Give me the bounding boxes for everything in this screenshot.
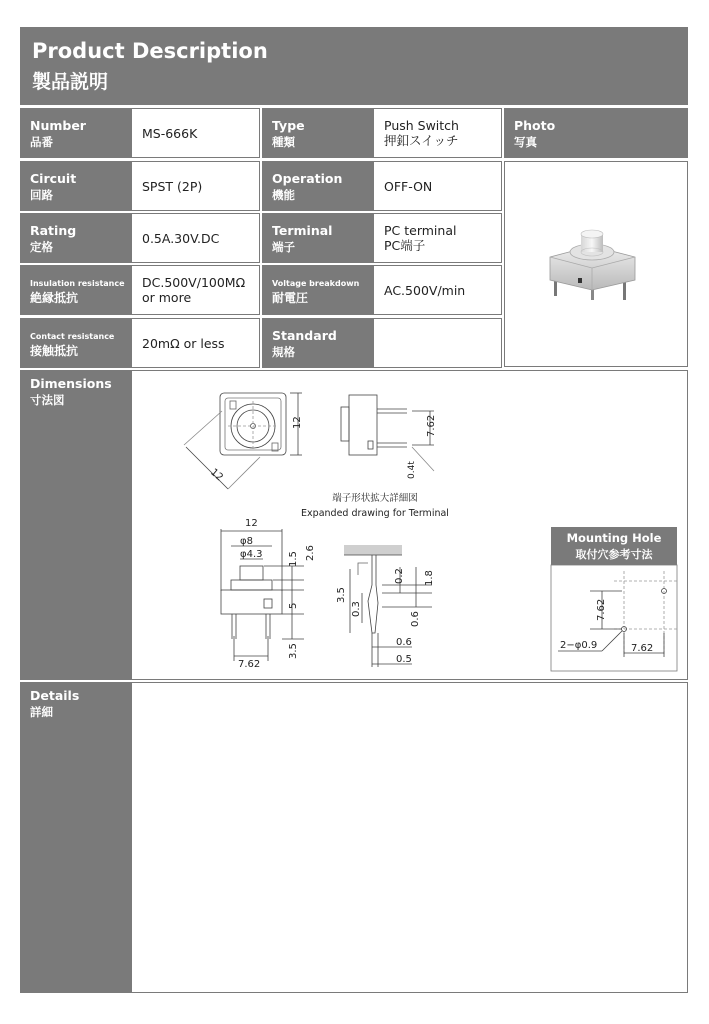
dimensions-label <box>20 370 131 680</box>
page-title-bar <box>20 27 688 105</box>
voltage-value-text: AC.500V/min <box>384 282 466 298</box>
number-label <box>20 108 131 158</box>
terminal-label-en: Terminal <box>272 223 333 238</box>
insulation-label-ja: 絶縁抵抗 <box>30 291 79 305</box>
voltage-label-ja: 耐電圧 <box>272 291 309 305</box>
front-h1-dim: 1.5 <box>288 551 299 567</box>
contact-value <box>131 318 260 368</box>
top-view <box>184 393 303 489</box>
terminal-value-line2: PC端子 <box>384 238 426 253</box>
details-label <box>20 682 131 993</box>
expanded-caption-ja: 端子形状拡大詳細図 <box>332 493 418 504</box>
details-label-en: Details <box>30 688 80 703</box>
term-w2-dim: 0.5 <box>396 654 412 665</box>
operation-label <box>262 161 373 211</box>
terminal-label-ja: 端子 <box>272 240 295 254</box>
terminal-detail <box>336 545 435 667</box>
terminal-label <box>262 213 373 263</box>
details-body <box>131 682 688 993</box>
term-h1-dim: 3.5 <box>336 587 347 603</box>
rating-value <box>131 213 260 263</box>
top-view-side-dim: 12 <box>292 416 303 429</box>
term-h2-dim: 0.3 <box>351 601 362 617</box>
mount-pitch-v-dim: 7.62 <box>596 598 607 621</box>
insulation-value-line1: DC.500V/100MΩ <box>142 275 246 290</box>
number-label-ja: 品番 <box>30 135 53 149</box>
circuit-label-en: Circuit <box>30 171 77 186</box>
page-title: Product Description <box>32 39 268 63</box>
type-label-en: Type <box>272 118 305 133</box>
number-label-en: Number <box>30 118 86 133</box>
operation-value <box>373 161 502 211</box>
term-w1-dim: 0.6 <box>396 637 412 648</box>
terminal-value-line1: PC terminal <box>384 223 457 238</box>
circuit-value-text: SPST (2P) <box>142 178 203 194</box>
front-dia1-dim: φ8 <box>240 536 253 547</box>
front-dia2-dim: φ4.3 <box>240 549 263 560</box>
contact-label-en: Contact resistance <box>30 332 115 341</box>
mounting-title-ja: 取付穴参考寸法 <box>575 548 653 561</box>
photo-label <box>504 108 688 158</box>
dimensions-label-en: Dimensions <box>30 376 112 391</box>
type-label-ja: 種類 <box>272 135 295 149</box>
side-view <box>341 395 437 479</box>
details-label-ja: 詳細 <box>30 705 53 719</box>
front-pitch-dim: 7.62 <box>238 659 261 670</box>
dimension-drawing <box>132 371 689 681</box>
dimensions-label-ja: 寸法図 <box>30 393 65 407</box>
expanded-caption-en: Expanded drawing for Terminal <box>301 508 449 519</box>
side-pitch-dim: 7.62 <box>426 414 437 437</box>
dimensions-drawing-cell <box>131 370 688 680</box>
number-value <box>131 108 260 158</box>
front-h3-dim: 5 <box>288 602 299 609</box>
insulation-label <box>20 265 131 315</box>
standard-label <box>262 318 373 368</box>
insulation-value-line2: or more <box>142 290 192 305</box>
product-photo-cell <box>504 161 688 367</box>
side-thickness-dim: 0.4t <box>407 461 417 479</box>
rating-value-text: 0.5A.30V.DC <box>142 230 220 246</box>
photo-label-en: Photo <box>514 118 556 133</box>
voltage-label-en: Voltage breakdown <box>272 279 360 288</box>
voltage-label <box>262 265 373 315</box>
page-title-ja: 製品説明 <box>32 71 109 93</box>
circuit-value <box>131 161 260 211</box>
circuit-label <box>20 161 131 211</box>
front-view <box>221 518 316 670</box>
front-width-dim: 12 <box>245 518 258 529</box>
front-h2-dim: 2.6 <box>305 545 316 561</box>
insulation-label-en: Insulation resistance <box>30 279 125 288</box>
standard-label-ja: 規格 <box>272 345 295 359</box>
number-value-text: MS-666K <box>142 125 198 141</box>
operation-label-en: Operation <box>272 171 343 186</box>
contact-value-text: 20mΩ or less <box>142 335 225 351</box>
product-photo <box>505 162 689 368</box>
operation-value-text: OFF-ON <box>384 178 433 194</box>
operation-label-ja: 機能 <box>272 188 295 202</box>
top-view-diag-dim: 12 <box>208 466 225 484</box>
standard-label-en: Standard <box>272 328 337 343</box>
rating-label-en: Rating <box>30 223 77 238</box>
insulation-value <box>131 265 260 315</box>
mount-hole-dim: 2−φ0.9 <box>560 640 598 651</box>
circuit-label-ja: 回路 <box>30 188 53 202</box>
mount-pitch-h-dim: 7.62 <box>631 643 654 654</box>
terminal-value <box>373 213 502 263</box>
voltage-value <box>373 265 502 315</box>
mounting-hole-box <box>551 527 677 671</box>
rating-label <box>20 213 131 263</box>
photo-label-ja: 写真 <box>514 135 537 149</box>
type-value-line2: 押釦スイッチ <box>384 133 459 148</box>
rating-label-ja: 定格 <box>30 240 53 254</box>
mounting-title-en: Mounting Hole <box>566 531 662 545</box>
type-value <box>373 108 502 158</box>
term-h3-dim: 0.2 <box>394 568 405 584</box>
type-label <box>262 108 373 158</box>
term-h4-dim: 1.8 <box>424 570 435 586</box>
contact-label <box>20 318 131 368</box>
type-value-line1: Push Switch <box>384 118 459 133</box>
standard-value <box>373 318 502 368</box>
term-h5-dim: 0.6 <box>410 611 421 627</box>
contact-label-ja: 接触抵抗 <box>30 344 79 358</box>
front-h4-dim: 3.5 <box>288 643 299 659</box>
